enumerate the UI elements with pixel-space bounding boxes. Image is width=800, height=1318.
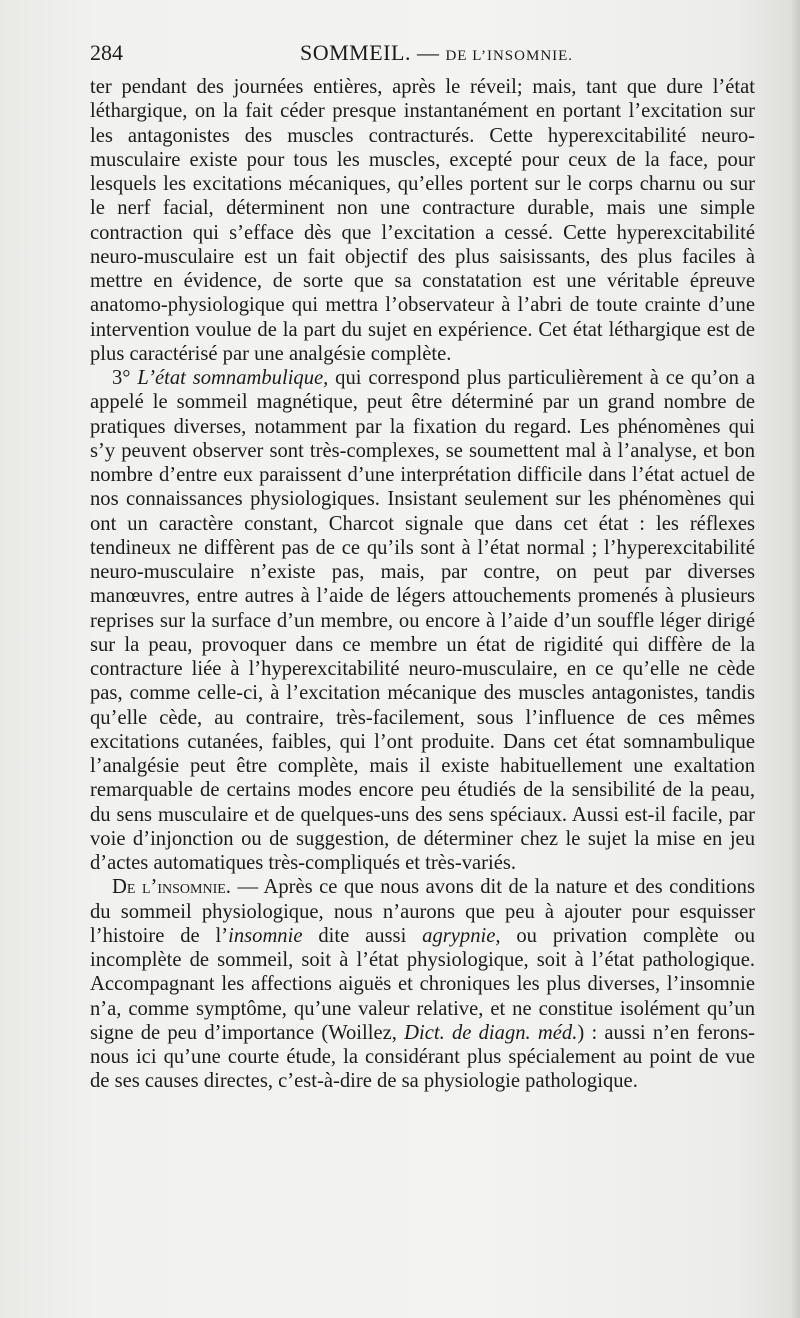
paragraph-lethargy: ter pendant des journées entières, après le réveil; mais, tant que dure l’état léthargique, on la fait céder presque instantanément en portant l’excitation sur les antagonistes des muscles contracturés. Cette hyperexcitabilité neuro-musculaire existe pour tous les muscles, excepté pour ceux de la face, pour lesquels les excitations mécaniques, qu’elles portent sur le corps charnu ou sur le nerf facial, déterminent non une contracture durable, mais une simple contraction qui s’efface dès que l’excitation a cessé. Cette hyperexcitabilité neuro-musculaire est un fait objectif des plus saisissants, des plus faciles à mettre en évidence, de sorte que sa constatation est une véritable épreuve anatomo-physiologique qui mettra l’observateur à l’abri de toute crainte d’une intervention voulue de la part du sujet en expérience. Cet état léthargique est de plus caractérisé par une analgésie complète. — [90, 76, 755, 365]
page-edge — [792, 0, 800, 1318]
running-head — [300, 40, 573, 66]
paragraph-somnambulism-text: qui correspond plus particulièrement à ce qu’on a appelé le sommeil magnétique, peut être déterminé par un grand nombre de pratiques diverses, notamment par la fixation du regard. Les phénomènes qui s’y peuvent observer sont très-complexes, se soumettent mal à l’analyse, et bon nombre d’entre eux paraissent d’une interprétation difficile dans l’état actuel de nos connaissances physiologiques. Insistant seulement sur les phénomènes qui ont un caractère constant, Charcot signale que dans cet état : les réflexes tendineux ne diffèrent pas de ce qu’ils sont à l’état normal ; l’hyperexcitabilité neuro-musculaire n’existe pas, mais, par contre, on peut par diverses manœuvres, entre autres à l’aide de légers attouchements promenés à plusieurs reprises sur la surface d’un membre, ou encore à l’aide d’un souffle léger dirigé sur la peau, provoquer dans ce membre un état de rigidité qui diffère de la contracture liée à l’hyperexcitabilité neuro-musculaire, en ce qu’elle ne cède pas, comme celle-ci, à l’excitation mécanique des muscles antagonistes, tandis qu’elle cède, au contraire, très-facilement, sous l’influence de ces mêmes excitations cutanées, faibles, qui l’ont produite. Dans cet état somnambulique l’analgésie peut être complète, mais il existe habituellement une exaltation remarquable de certains modes encore peu étudiés de la sensibilité de la peau, du sens musculaire et de quelques-uns des sens spéciaux. Aussi est-il facile, par voie d’injonction ou de suggestion, de déterminer chez le sujet la mise en jeu d’actes automatiques très-compliqués et très-variés. — [90, 367, 755, 874]
paragraph-insomnia — [90, 875, 755, 1093]
term-insomnie: insomnie — [228, 924, 303, 947]
section-number: 3° — [112, 367, 131, 389]
term-agrypnie: agrypnie, — [422, 924, 501, 947]
insomnia-text-c: ou privation complète ou incomplète de sommeil, soit à l’état physiologique, soit à l’état pathologique. Accompagnant les affections aiguës et chroniques les plus diverses, l’insomnie n’a, comme symptôme, qu’une valeur relative, et ne constitue isolément qu’un signe de peu d’importance (Woillez, — [90, 924, 755, 1044]
insomnia-text-d: ) : aussi n’en ferons-nous ici qu’une courte étude, la considérant plus spécialement au point de vue de ses causes directes, c’est-à-dire de sa physiologie pathologique. — [90, 1021, 755, 1093]
body-text — [90, 75, 755, 1094]
reference-dict: Dict. de diagn. méd. — [404, 1021, 578, 1044]
insomnia-text-a: — Après ce que nous avons dit de la nature et des conditions du sommeil physiologique, nous n’aurons que peu à ajouter pour esquisser l’histoire de l’ — [90, 876, 755, 947]
insomnia-text-b: dite aussi — [302, 924, 423, 947]
paragraph-somnambulism — [90, 366, 755, 875]
running-head-title: SOMMEIL. — [300, 40, 411, 65]
running-head-dash: — — [416, 40, 440, 65]
page-header — [90, 40, 755, 70]
page-number: 284 — [90, 40, 123, 65]
section-term: L’état somnambulique, — [137, 367, 329, 389]
running-head-section: DE L’INSOMNIE. — [445, 48, 574, 64]
section-heading-insomnia: De l’insomnie. — [112, 876, 231, 899]
